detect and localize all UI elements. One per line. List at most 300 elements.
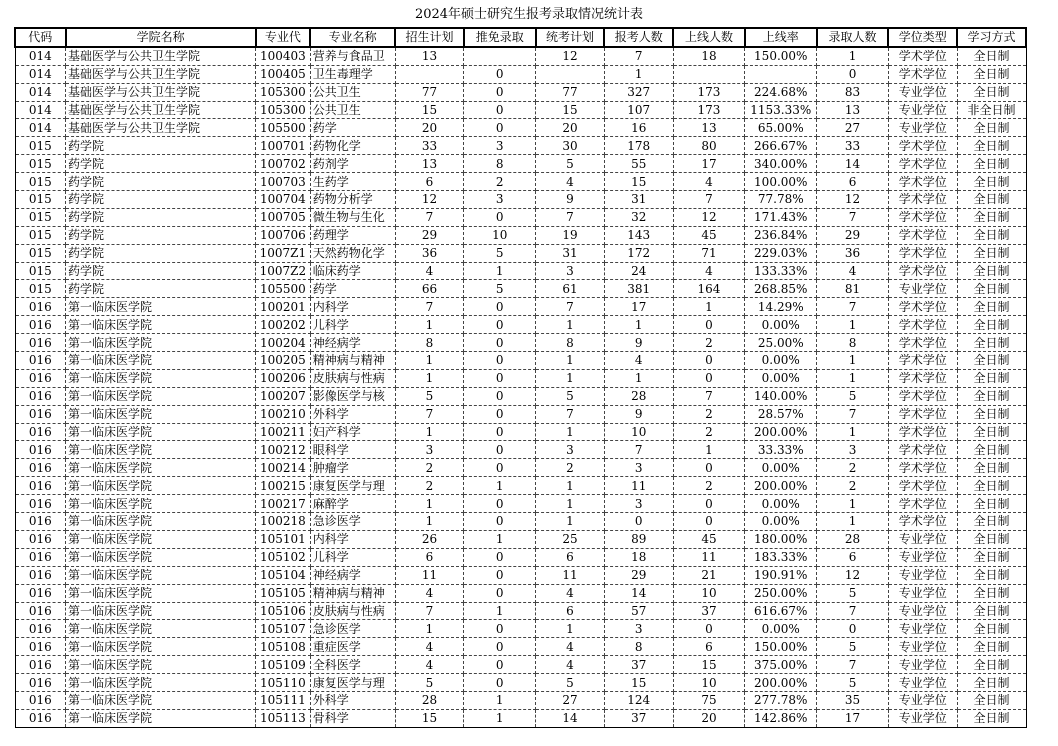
college-name-cell: 第一临床医学院 xyxy=(66,298,256,316)
passed-count-cell: 0 xyxy=(673,352,745,370)
degree-type-cell: 专业学位 xyxy=(888,83,957,101)
study-mode-cell: 全日制 xyxy=(957,620,1026,638)
exempt-admission-cell: 1 xyxy=(464,477,536,495)
major-code-cell: 105500 xyxy=(256,280,311,298)
exempt-admission-cell: 0 xyxy=(464,208,536,226)
applicants-cell: 381 xyxy=(604,280,673,298)
major-name-cell: 麻醉学 xyxy=(310,495,395,513)
applicants-cell: 107 xyxy=(604,101,673,119)
table-row xyxy=(15,638,1026,656)
degree-type-cell: 专业学位 xyxy=(888,638,957,656)
passed-count-cell: 6 xyxy=(673,638,745,656)
pass-rate-cell: 0.00% xyxy=(745,513,817,531)
major-name-cell: 公共卫生 xyxy=(310,83,395,101)
study-mode-cell: 全日制 xyxy=(957,226,1026,244)
passed-count-cell: 7 xyxy=(673,191,745,209)
table-header-row xyxy=(15,28,1026,47)
degree-type-cell: 学术学位 xyxy=(888,155,957,173)
pass-rate-cell: 375.00% xyxy=(745,656,817,674)
degree-type-cell: 专业学位 xyxy=(888,101,957,119)
exempt-admission-cell: 0 xyxy=(464,369,536,387)
pass-rate-cell xyxy=(745,65,817,83)
passed-count-cell: 2 xyxy=(673,423,745,441)
enrollment-plan-cell: 4 xyxy=(395,584,464,602)
applicants-cell: 124 xyxy=(604,691,673,709)
study-mode-cell: 全日制 xyxy=(957,262,1026,280)
passed-count-cell: 37 xyxy=(673,602,745,620)
admitted-count-cell: 5 xyxy=(817,584,889,602)
passed-count-cell: 164 xyxy=(673,280,745,298)
applicants-cell: 16 xyxy=(604,119,673,137)
major-code-cell: 105113 xyxy=(256,709,311,727)
exempt-admission-cell: 0 xyxy=(464,423,536,441)
degree-type-cell: 学术学位 xyxy=(888,262,957,280)
degree-type-cell: 专业学位 xyxy=(888,691,957,709)
college-name-cell: 基础医学与公共卫生学院 xyxy=(66,47,256,65)
admitted-count-cell: 0 xyxy=(817,620,889,638)
exempt-admission-cell: 1 xyxy=(464,602,536,620)
college-name-cell: 第一临床医学院 xyxy=(66,459,256,477)
table-row xyxy=(15,477,1026,495)
exam-plan-cell: 61 xyxy=(536,280,605,298)
exam-plan-cell: 3 xyxy=(536,262,605,280)
major-name-cell: 临床药学 xyxy=(310,262,395,280)
major-name-cell: 药物分析学 xyxy=(310,191,395,209)
college-name-cell: 第一临床医学院 xyxy=(66,495,256,513)
admitted-count-cell: 27 xyxy=(817,119,889,137)
exam-plan-cell: 11 xyxy=(536,566,605,584)
exempt-admission-cell: 0 xyxy=(464,65,536,83)
table-row xyxy=(15,244,1026,262)
college-code-cell: 016 xyxy=(15,495,66,513)
major-code-cell: 105108 xyxy=(256,638,311,656)
admitted-count-cell: 14 xyxy=(817,155,889,173)
study-mode-cell: 全日制 xyxy=(957,513,1026,531)
college-code-cell: 015 xyxy=(15,226,66,244)
major-name-cell: 药剂学 xyxy=(310,155,395,173)
exempt-admission-cell: 3 xyxy=(464,191,536,209)
column-header: 上线人数 xyxy=(673,28,745,47)
college-code-cell: 016 xyxy=(15,709,66,727)
applicants-cell: 172 xyxy=(604,244,673,262)
admitted-count-cell: 36 xyxy=(817,244,889,262)
major-name-cell: 药物化学 xyxy=(310,137,395,155)
major-code-cell: 100206 xyxy=(256,369,311,387)
exempt-admission-cell: 0 xyxy=(464,119,536,137)
passed-count-cell: 2 xyxy=(673,405,745,423)
college-code-cell: 016 xyxy=(15,638,66,656)
major-code-cell: 100706 xyxy=(256,226,311,244)
college-code-cell: 016 xyxy=(15,423,66,441)
major-code-cell: 100405 xyxy=(256,65,311,83)
enrollment-plan-cell: 1 xyxy=(395,620,464,638)
admitted-count-cell: 17 xyxy=(817,709,889,727)
college-name-cell: 药学院 xyxy=(66,244,256,262)
major-name-cell: 微生物与生化 xyxy=(310,208,395,226)
college-name-cell: 基础医学与公共卫生学院 xyxy=(66,101,256,119)
major-name-cell: 内科学 xyxy=(310,298,395,316)
table-row xyxy=(15,566,1026,584)
study-mode-cell: 非全日制 xyxy=(957,101,1026,119)
pass-rate-cell: 1153.33% xyxy=(745,101,817,119)
college-code-cell: 016 xyxy=(15,352,66,370)
applicants-cell: 15 xyxy=(604,173,673,191)
college-name-cell: 第一临床医学院 xyxy=(66,691,256,709)
exempt-admission-cell: 1 xyxy=(464,262,536,280)
study-mode-cell: 全日制 xyxy=(957,119,1026,137)
study-mode-cell: 全日制 xyxy=(957,387,1026,405)
admitted-count-cell: 13 xyxy=(817,101,889,119)
pass-rate-cell: 0.00% xyxy=(745,620,817,638)
passed-count-cell: 45 xyxy=(673,226,745,244)
exempt-admission-cell: 0 xyxy=(464,334,536,352)
study-mode-cell: 全日制 xyxy=(957,173,1026,191)
major-code-cell: 100703 xyxy=(256,173,311,191)
exam-plan-cell: 12 xyxy=(536,47,605,65)
college-code-cell: 016 xyxy=(15,691,66,709)
college-code-cell: 016 xyxy=(15,369,66,387)
college-code-cell: 016 xyxy=(15,548,66,566)
enrollment-plan-cell: 13 xyxy=(395,155,464,173)
pass-rate-cell: 133.33% xyxy=(745,262,817,280)
applicants-cell: 29 xyxy=(604,566,673,584)
major-code-cell: 105111 xyxy=(256,691,311,709)
major-code-cell: 105106 xyxy=(256,602,311,620)
study-mode-cell: 全日制 xyxy=(957,369,1026,387)
major-code-cell: 105300 xyxy=(256,101,311,119)
enrollment-plan-cell: 2 xyxy=(395,459,464,477)
table-row xyxy=(15,262,1026,280)
study-mode-cell: 全日制 xyxy=(957,155,1026,173)
major-code-cell: 100403 xyxy=(256,47,311,65)
applicants-cell: 28 xyxy=(604,387,673,405)
admitted-count-cell: 7 xyxy=(817,602,889,620)
exam-plan-cell: 19 xyxy=(536,226,605,244)
college-name-cell: 药学院 xyxy=(66,262,256,280)
exempt-admission-cell: 8 xyxy=(464,155,536,173)
pass-rate-cell: 200.00% xyxy=(745,674,817,692)
passed-count-cell: 173 xyxy=(673,101,745,119)
exempt-admission-cell: 2 xyxy=(464,173,536,191)
applicants-cell: 9 xyxy=(604,405,673,423)
table-row xyxy=(15,369,1026,387)
admitted-count-cell: 35 xyxy=(817,691,889,709)
study-mode-cell: 全日制 xyxy=(957,405,1026,423)
degree-type-cell: 专业学位 xyxy=(888,119,957,137)
college-name-cell: 基础医学与公共卫生学院 xyxy=(66,83,256,101)
pass-rate-cell: 142.86% xyxy=(745,709,817,727)
study-mode-cell: 全日制 xyxy=(957,244,1026,262)
exempt-admission-cell: 3 xyxy=(464,137,536,155)
enrollment-plan-cell: 20 xyxy=(395,119,464,137)
exam-plan-cell: 27 xyxy=(536,691,605,709)
exam-plan-cell: 5 xyxy=(536,674,605,692)
enrollment-plan-cell: 8 xyxy=(395,334,464,352)
major-code-cell: 100204 xyxy=(256,334,311,352)
study-mode-cell: 全日制 xyxy=(957,691,1026,709)
enrollment-plan-cell: 7 xyxy=(395,602,464,620)
college-name-cell: 第一临床医学院 xyxy=(66,530,256,548)
exempt-admission-cell: 10 xyxy=(464,226,536,244)
major-code-cell: 100205 xyxy=(256,352,311,370)
major-code-cell: 100215 xyxy=(256,477,311,495)
major-name-cell: 儿科学 xyxy=(310,316,395,334)
applicants-cell: 37 xyxy=(604,656,673,674)
college-code-cell: 014 xyxy=(15,83,66,101)
major-name-cell: 皮肤病与性病 xyxy=(310,602,395,620)
major-code-cell: 105500 xyxy=(256,119,311,137)
college-name-cell: 药学院 xyxy=(66,155,256,173)
major-name-cell: 内科学 xyxy=(310,530,395,548)
passed-count-cell xyxy=(673,65,745,83)
enrollment-plan-cell: 33 xyxy=(395,137,464,155)
major-code-cell: 105300 xyxy=(256,83,311,101)
major-name-cell: 重症医学 xyxy=(310,638,395,656)
major-name-cell: 骨科学 xyxy=(310,709,395,727)
study-mode-cell: 全日制 xyxy=(957,191,1026,209)
degree-type-cell: 学术学位 xyxy=(888,459,957,477)
enrollment-plan-cell: 5 xyxy=(395,674,464,692)
admitted-count-cell: 3 xyxy=(817,441,889,459)
study-mode-cell: 全日制 xyxy=(957,280,1026,298)
exempt-admission-cell: 0 xyxy=(464,548,536,566)
table-row xyxy=(15,691,1026,709)
passed-count-cell: 12 xyxy=(673,208,745,226)
pass-rate-cell: 200.00% xyxy=(745,477,817,495)
enrollment-plan-cell: 12 xyxy=(395,191,464,209)
major-code-cell: 1007Z1 xyxy=(256,244,311,262)
college-code-cell: 015 xyxy=(15,191,66,209)
enrollment-plan-cell: 6 xyxy=(395,173,464,191)
enrollment-plan-cell: 1 xyxy=(395,352,464,370)
exam-plan-cell: 1 xyxy=(536,316,605,334)
column-header: 代码 xyxy=(15,28,66,47)
college-code-cell: 016 xyxy=(15,674,66,692)
college-name-cell: 第一临床医学院 xyxy=(66,334,256,352)
degree-type-cell: 学术学位 xyxy=(888,387,957,405)
exam-plan-cell: 1 xyxy=(536,369,605,387)
study-mode-cell: 全日制 xyxy=(957,334,1026,352)
column-header: 推免录取 xyxy=(464,28,536,47)
college-name-cell: 第一临床医学院 xyxy=(66,405,256,423)
college-name-cell: 第一临床医学院 xyxy=(66,423,256,441)
enrollment-plan-cell: 13 xyxy=(395,47,464,65)
table-row xyxy=(15,441,1026,459)
major-code-cell: 1007Z2 xyxy=(256,262,311,280)
enrollment-plan-cell: 11 xyxy=(395,566,464,584)
college-name-cell: 第一临床医学院 xyxy=(66,566,256,584)
study-mode-cell: 全日制 xyxy=(957,566,1026,584)
table-row xyxy=(15,137,1026,155)
degree-type-cell: 专业学位 xyxy=(888,674,957,692)
pass-rate-cell: 266.67% xyxy=(745,137,817,155)
pass-rate-cell: 77.78% xyxy=(745,191,817,209)
pass-rate-cell: 0.00% xyxy=(745,316,817,334)
exempt-admission-cell: 0 xyxy=(464,298,536,316)
exam-plan-cell: 8 xyxy=(536,334,605,352)
applicants-cell: 327 xyxy=(604,83,673,101)
college-name-cell: 药学院 xyxy=(66,173,256,191)
exam-plan-cell: 6 xyxy=(536,548,605,566)
table-row xyxy=(15,513,1026,531)
degree-type-cell: 专业学位 xyxy=(888,656,957,674)
exam-plan-cell: 1 xyxy=(536,477,605,495)
exam-plan-cell: 15 xyxy=(536,101,605,119)
college-code-cell: 016 xyxy=(15,316,66,334)
admitted-count-cell: 1 xyxy=(817,495,889,513)
table-row xyxy=(15,280,1026,298)
passed-count-cell: 4 xyxy=(673,173,745,191)
admitted-count-cell: 5 xyxy=(817,387,889,405)
college-code-cell: 015 xyxy=(15,155,66,173)
applicants-cell: 3 xyxy=(604,620,673,638)
enrollment-plan-cell: 26 xyxy=(395,530,464,548)
admitted-count-cell: 33 xyxy=(817,137,889,155)
passed-count-cell: 75 xyxy=(673,691,745,709)
applicants-cell: 1 xyxy=(604,65,673,83)
pass-rate-cell: 0.00% xyxy=(745,495,817,513)
pass-rate-cell: 200.00% xyxy=(745,423,817,441)
passed-count-cell: 0 xyxy=(673,495,745,513)
major-name-cell: 康复医学与理 xyxy=(310,674,395,692)
major-name-cell: 公共卫生 xyxy=(310,101,395,119)
exempt-admission-cell: 0 xyxy=(464,638,536,656)
enrollment-plan-cell: 4 xyxy=(395,656,464,674)
exam-plan-cell: 4 xyxy=(536,173,605,191)
exam-plan-cell: 25 xyxy=(536,530,605,548)
degree-type-cell: 学术学位 xyxy=(888,369,957,387)
college-code-cell: 016 xyxy=(15,441,66,459)
applicants-cell: 178 xyxy=(604,137,673,155)
degree-type-cell: 专业学位 xyxy=(888,566,957,584)
pass-rate-cell: 65.00% xyxy=(745,119,817,137)
major-code-cell: 100210 xyxy=(256,405,311,423)
study-mode-cell: 全日制 xyxy=(957,316,1026,334)
exempt-admission-cell: 0 xyxy=(464,513,536,531)
passed-count-cell: 21 xyxy=(673,566,745,584)
degree-type-cell: 学术学位 xyxy=(888,65,957,83)
exempt-admission-cell: 0 xyxy=(464,656,536,674)
table-row xyxy=(15,405,1026,423)
degree-type-cell: 专业学位 xyxy=(888,530,957,548)
exempt-admission-cell xyxy=(464,47,536,65)
major-code-cell: 100212 xyxy=(256,441,311,459)
degree-type-cell: 专业学位 xyxy=(888,548,957,566)
college-code-cell: 016 xyxy=(15,477,66,495)
exempt-admission-cell: 0 xyxy=(464,441,536,459)
pass-rate-cell: 0.00% xyxy=(745,459,817,477)
column-header: 专业代 xyxy=(256,28,311,47)
college-code-cell: 016 xyxy=(15,530,66,548)
exam-plan-cell: 7 xyxy=(536,298,605,316)
applicants-cell: 17 xyxy=(604,298,673,316)
admitted-count-cell: 2 xyxy=(817,477,889,495)
study-mode-cell: 全日制 xyxy=(957,208,1026,226)
major-code-cell: 100201 xyxy=(256,298,311,316)
admitted-count-cell: 83 xyxy=(817,83,889,101)
admitted-count-cell: 1 xyxy=(817,513,889,531)
degree-type-cell: 学术学位 xyxy=(888,352,957,370)
exam-plan-cell: 6 xyxy=(536,602,605,620)
pass-rate-cell: 28.57% xyxy=(745,405,817,423)
table-row xyxy=(15,65,1026,83)
college-code-cell: 014 xyxy=(15,101,66,119)
passed-count-cell: 7 xyxy=(673,387,745,405)
college-code-cell: 016 xyxy=(15,620,66,638)
exempt-admission-cell: 0 xyxy=(464,495,536,513)
exempt-admission-cell: 0 xyxy=(464,101,536,119)
applicants-cell: 11 xyxy=(604,477,673,495)
enrollment-plan-cell: 5 xyxy=(395,387,464,405)
applicants-cell: 31 xyxy=(604,191,673,209)
table-row xyxy=(15,423,1026,441)
passed-count-cell: 11 xyxy=(673,548,745,566)
table-row xyxy=(15,530,1026,548)
pass-rate-cell: 277.78% xyxy=(745,691,817,709)
passed-count-cell: 2 xyxy=(673,477,745,495)
passed-count-cell: 71 xyxy=(673,244,745,262)
exempt-admission-cell: 0 xyxy=(464,459,536,477)
exam-plan-cell xyxy=(536,65,605,83)
pass-rate-cell: 268.85% xyxy=(745,280,817,298)
degree-type-cell: 学术学位 xyxy=(888,47,957,65)
degree-type-cell: 专业学位 xyxy=(888,280,957,298)
pass-rate-cell: 236.84% xyxy=(745,226,817,244)
enrollment-plan-cell: 2 xyxy=(395,477,464,495)
study-mode-cell: 全日制 xyxy=(957,656,1026,674)
column-header: 专业名称 xyxy=(310,28,395,47)
college-code-cell: 015 xyxy=(15,137,66,155)
degree-type-cell: 专业学位 xyxy=(888,602,957,620)
applicants-cell: 57 xyxy=(604,602,673,620)
pass-rate-cell: 100.00% xyxy=(745,173,817,191)
exempt-admission-cell: 0 xyxy=(464,674,536,692)
major-code-cell: 100704 xyxy=(256,191,311,209)
table-row xyxy=(15,173,1026,191)
pass-rate-cell: 171.43% xyxy=(745,208,817,226)
college-code-cell: 016 xyxy=(15,602,66,620)
college-name-cell: 第一临床医学院 xyxy=(66,387,256,405)
major-name-cell: 生药学 xyxy=(310,173,395,191)
passed-count-cell: 80 xyxy=(673,137,745,155)
passed-count-cell: 15 xyxy=(673,656,745,674)
passed-count-cell: 0 xyxy=(673,369,745,387)
passed-count-cell: 10 xyxy=(673,674,745,692)
degree-type-cell: 学术学位 xyxy=(888,334,957,352)
major-code-cell: 105101 xyxy=(256,530,311,548)
table-row xyxy=(15,226,1026,244)
exam-plan-cell: 9 xyxy=(536,191,605,209)
column-header: 学院名称 xyxy=(66,28,256,47)
study-mode-cell: 全日制 xyxy=(957,674,1026,692)
college-name-cell: 第一临床医学院 xyxy=(66,638,256,656)
exam-plan-cell: 1 xyxy=(536,620,605,638)
degree-type-cell: 学术学位 xyxy=(888,226,957,244)
enrollment-plan-cell: 4 xyxy=(395,262,464,280)
major-name-cell: 急诊医学 xyxy=(310,620,395,638)
table-row xyxy=(15,83,1026,101)
major-code-cell: 105110 xyxy=(256,674,311,692)
college-code-cell: 016 xyxy=(15,584,66,602)
major-code-cell: 100214 xyxy=(256,459,311,477)
admitted-count-cell: 5 xyxy=(817,638,889,656)
applicants-cell: 8 xyxy=(604,638,673,656)
college-name-cell: 药学院 xyxy=(66,280,256,298)
exam-plan-cell: 4 xyxy=(536,638,605,656)
pass-rate-cell: 229.03% xyxy=(745,244,817,262)
table-row xyxy=(15,101,1026,119)
degree-type-cell: 学术学位 xyxy=(888,316,957,334)
